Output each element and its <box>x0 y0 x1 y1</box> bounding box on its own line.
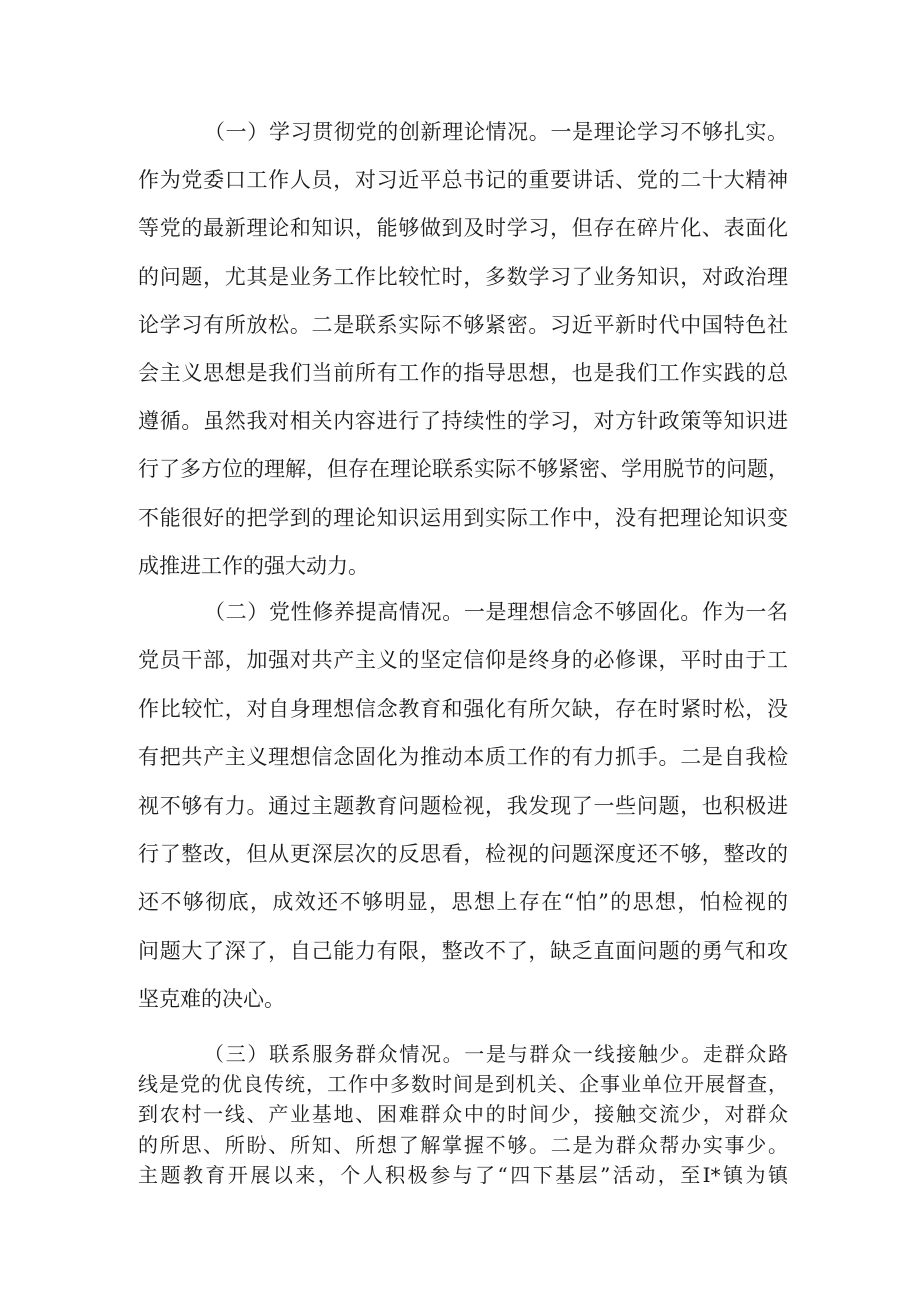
text-line: 行了整改，但从更深层次的反思看，检视的问题深度还不够，整改的 <box>138 841 788 866</box>
text-line: 的问题，尤其是业务工作比较忙时，多数学习了业务知识，对政治理 <box>138 264 788 289</box>
text-line: 视不够有力。通过主题教育问题检视，我发现了一些问题，也积极进 <box>138 793 788 818</box>
text-line: 到农村一线、产业基地、困难群众中的时间少，接触交流少，对群众 <box>138 1102 788 1127</box>
text-line: （二）党性修养提高情况。一是理想信念不够固化。作为一名 <box>204 600 788 624</box>
paragraph-party-spirit <box>138 596 788 1032</box>
text-line: 遵循。虽然我对相关内容进行了持续性的学习，对方针政策等知识进 <box>138 409 788 434</box>
text-line: 问题大了深了，自己能力有限，整改不了，缺乏直面问题的勇气和攻 <box>138 938 788 963</box>
text-line: 行了多方位的理解，但存在理论联系实际不够紧密、学用脱节的问题， <box>138 457 789 482</box>
text-line: 有把共产主义理想信念固化为推动本质工作的有力抓手。二是自我检 <box>138 745 788 770</box>
paragraph-study-theory <box>138 116 788 598</box>
text-line: 的所思、所盼、所知、所想了解掌握不够。二是为群众帮办实事少。 <box>138 1132 788 1157</box>
text-line: 作为党委口工作人员，对习近平总书记的重要讲话、党的二十大精神 <box>138 168 788 193</box>
text-line: 等党的最新理论和知识，能够做到及时学习，但存在碎片化、表面化 <box>138 216 788 241</box>
text-line: 成推进工作的强大动力。 <box>138 553 369 578</box>
text-line: 主题教育开展以来，个人积极参与了“四下基层”活动，至I*镇为镇 <box>138 1162 788 1187</box>
text-line: 还不够彻底，成效还不够明显，思想上存在“怕”的思想，怕检视的 <box>138 890 788 915</box>
text-line: 作比较忙，对自身理想信念教育和强化有所欠缺，存在时紧时松，没 <box>138 696 788 721</box>
text-line: （三）联系服务群众情况。一是与群众一线接触少。走群众路 <box>204 1042 788 1066</box>
text-line: 党员干部，加强对共产主义的坚定信仰是终身的必修课，平时由于工 <box>138 648 788 673</box>
text-line: 会主义思想是我们当前所有工作的指导思想，也是我们工作实践的总 <box>138 360 788 385</box>
text-line: 线是党的优良传统，工作中多数时间是到机关、企事业单位开展督查， <box>138 1072 788 1097</box>
paragraph-serve-masses <box>138 1040 788 1191</box>
text-line: 论学习有所放松。二是联系实际不够紧密。习近平新时代中国特色社 <box>138 312 788 337</box>
text-line: （一）学习贯彻党的创新理论情况。一是理论学习不够扎实。 <box>204 120 788 144</box>
text-line: 坚克难的决心。 <box>138 987 285 1012</box>
text-line: 不能很好的把学到的理论知识运用到实际工作中，没有把理论知识变 <box>138 505 788 530</box>
